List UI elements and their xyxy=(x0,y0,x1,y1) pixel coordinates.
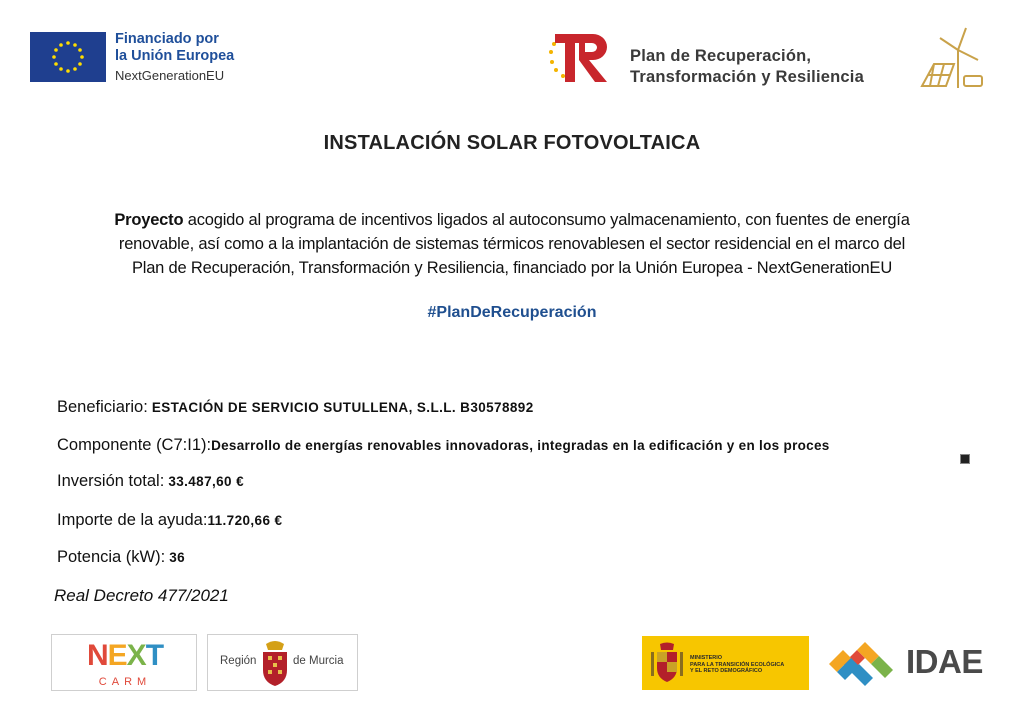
beneficiario-label: Beneficiario: xyxy=(57,398,148,416)
next-word xyxy=(52,639,198,673)
page-title: INSTALACIÓN SOLAR FOTOVOLTAICA xyxy=(323,132,701,154)
ministerio-logo xyxy=(642,636,809,690)
ministerio-line-1: MINISTERIO xyxy=(690,655,723,661)
intro-line-3: Plan de Recuperación, Transformación y Resiliencia, financiado por la Unión Europea - NextGenerationEU xyxy=(131,259,893,277)
field-beneficiario xyxy=(57,398,534,417)
beneficiario-value: ESTACIÓN DE SERVICIO SUTULLENA, S.L.L. B30578892 xyxy=(151,400,534,415)
next-letters xyxy=(87,639,163,672)
ministerio-text xyxy=(690,655,784,675)
region-murcia-logo xyxy=(207,634,358,691)
ministerio-line-3: Y EL RETO DEMOGRÁFICO xyxy=(690,668,763,674)
decree-reference: Real Decreto 477/2021 xyxy=(54,586,229,605)
solar-turbine-icon xyxy=(918,24,988,90)
intro-line-2: renovable, así como a la implantación de sistemas térmicos renovablesen el sector residencial en el marco del xyxy=(118,235,906,253)
field-componente xyxy=(57,436,830,455)
eu-flag-icon xyxy=(30,32,106,82)
carm-word: CARM xyxy=(98,676,152,688)
componente-value: Desarrollo de energías renovables innovadoras, integradas en la edificación y en los proces xyxy=(211,438,830,453)
eu-funding-text xyxy=(115,31,234,83)
idae-wordmark: IDAE xyxy=(906,643,983,680)
ayuda-value: 11.720,66 € xyxy=(207,513,283,528)
next-letter: E xyxy=(107,639,127,672)
eu-line-2: la Unión Europea xyxy=(115,48,235,65)
next-carm-logo xyxy=(51,634,197,691)
eu-line-3: NextGenerationEU xyxy=(115,67,225,83)
spain-shield-icon xyxy=(650,642,684,684)
next-letter: N xyxy=(86,639,108,672)
eu-line-1: Financiado por xyxy=(115,31,219,47)
idae-mark-icon xyxy=(823,636,903,692)
intro-line-1: acogido al programa de incentivos ligados al autoconsumo yalmacenamiento, con fuentes de energía xyxy=(187,211,910,229)
ayuda-label: Importe de la ayuda: xyxy=(57,511,208,529)
potencia-value: 36 xyxy=(169,550,186,565)
potencia-label: Potencia (kW): xyxy=(57,548,166,566)
intro-lead: Proyecto xyxy=(114,211,184,229)
prtr-logo-icon xyxy=(545,30,615,86)
region-murcia-left: Región xyxy=(220,655,257,667)
region-murcia-right: de Murcia xyxy=(293,655,344,667)
field-inversion xyxy=(57,472,244,491)
prtr-line-1: Plan de Recuperación, xyxy=(630,47,812,65)
murcia-shield-icon xyxy=(260,640,290,688)
inversion-value: 33.487,60 € xyxy=(168,474,245,489)
field-potencia xyxy=(57,548,185,567)
prtr-text xyxy=(630,46,864,89)
componente-label: Componente (C7:I1): xyxy=(57,436,212,454)
prtr-line-2: Transformación y Resiliencia xyxy=(630,68,864,87)
field-ayuda xyxy=(57,511,282,530)
intro-paragraph xyxy=(50,208,974,280)
next-letter: X xyxy=(126,639,146,672)
overflow-marker-icon xyxy=(960,454,970,464)
next-letter: T xyxy=(145,639,164,672)
hashtag: #PlanDeRecuperación xyxy=(427,304,597,321)
ministerio-line-2: PARA LA TRANSICIÓN ECOLÓGICA xyxy=(690,661,785,668)
inversion-label: Inversión total: xyxy=(57,472,165,490)
